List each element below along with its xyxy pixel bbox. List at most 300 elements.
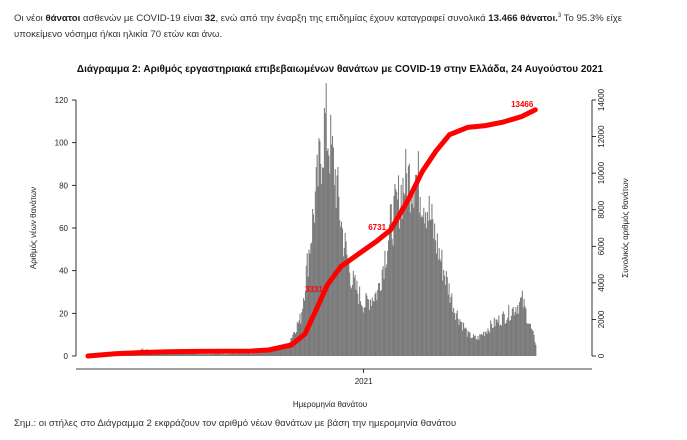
daily-deaths-bar (329, 174, 330, 356)
daily-deaths-bar (412, 204, 413, 356)
daily-deaths-bar (508, 305, 509, 356)
daily-deaths-bar (234, 354, 235, 356)
daily-deaths-bar (222, 354, 223, 356)
daily-deaths-bar (207, 354, 208, 356)
daily-deaths-bar (374, 294, 375, 356)
daily-deaths-bar (493, 328, 494, 356)
y2-tick-label: 8000 (597, 200, 607, 219)
daily-deaths-bar (492, 328, 493, 356)
daily-deaths-bar (215, 354, 216, 356)
daily-deaths-bar (206, 354, 207, 356)
daily-deaths-bar (257, 353, 258, 356)
daily-deaths-bar (233, 354, 234, 356)
daily-deaths-bar (510, 320, 511, 356)
daily-deaths-bar (384, 279, 385, 356)
daily-deaths-bar (379, 283, 380, 356)
daily-deaths-bar (524, 306, 525, 356)
intro-line-2: υποκείμενο νόσημα ή/και ηλικία 70 ετών και άνω. (14, 29, 223, 41)
daily-deaths-bar (232, 354, 233, 356)
daily-deaths-bar (529, 324, 530, 356)
y-tick-label: 100 (54, 138, 68, 148)
daily-deaths-bar (368, 300, 369, 356)
daily-deaths-bar (413, 208, 414, 356)
daily-deaths-bar (419, 213, 420, 356)
daily-deaths-bar (459, 319, 460, 356)
daily-deaths-bar (522, 291, 523, 356)
daily-deaths-bar (399, 228, 400, 356)
daily-deaths-bar (517, 305, 518, 356)
y-axis-title: Αριθμός νέων θανάτων (29, 186, 38, 270)
daily-deaths-bar (353, 271, 354, 356)
y-tick-label: 120 (54, 96, 68, 105)
daily-deaths-bar (229, 354, 230, 356)
daily-deaths-bar (370, 300, 371, 356)
daily-deaths-bar (303, 298, 304, 356)
daily-deaths-bar (198, 354, 199, 356)
y-tick-label: 0 (63, 352, 68, 361)
daily-deaths-bar (346, 241, 347, 356)
daily-deaths-bar (478, 336, 479, 356)
daily-deaths-bar (362, 307, 363, 356)
daily-deaths-bar (485, 332, 486, 356)
daily-deaths-bar (256, 353, 257, 356)
daily-deaths-bar (459, 325, 460, 356)
daily-deaths-bar (338, 197, 339, 356)
daily-deaths-bar (305, 292, 306, 356)
daily-deaths-bar (234, 354, 235, 356)
daily-deaths-bar (469, 332, 470, 356)
daily-deaths-bar (227, 354, 228, 356)
intro-paragraph (14, 8, 674, 43)
daily-deaths-bar (392, 239, 393, 356)
daily-deaths-bar (382, 270, 383, 356)
daily-deaths-bar (190, 354, 191, 356)
daily-deaths-bar (454, 313, 455, 356)
daily-deaths-bar (375, 292, 376, 356)
daily-deaths-bar (247, 354, 248, 356)
daily-deaths-bar (202, 354, 203, 356)
daily-deaths-bar (262, 353, 263, 356)
daily-deaths-bar (410, 213, 411, 356)
daily-deaths-bar (320, 164, 321, 356)
daily-deaths-bar (246, 354, 247, 356)
daily-deaths-bar (503, 311, 504, 356)
daily-deaths-bar (506, 323, 507, 356)
daily-deaths-bar (216, 354, 217, 356)
daily-deaths-bar (398, 175, 399, 356)
daily-deaths-bar (268, 352, 269, 356)
daily-deaths-bar (358, 304, 359, 356)
daily-deaths-bar (424, 224, 425, 356)
daily-deaths-bar (360, 301, 361, 356)
daily-deaths-bar (310, 244, 311, 356)
daily-deaths-bar (356, 290, 357, 356)
daily-deaths-bar (205, 354, 206, 356)
daily-deaths-bar (532, 330, 533, 356)
daily-deaths-bar (336, 208, 337, 356)
daily-deaths-bar (436, 254, 437, 356)
y2-tick-label: 4000 (596, 274, 606, 292)
daily-deaths-bar (258, 353, 259, 356)
daily-deaths-bar (453, 308, 454, 356)
daily-deaths-bar (514, 315, 515, 356)
daily-deaths-bar (330, 115, 331, 356)
daily-deaths-bar (243, 354, 244, 356)
daily-deaths-bar (327, 151, 328, 356)
daily-deaths-bar (530, 324, 531, 356)
daily-deaths-bar (245, 354, 246, 356)
daily-deaths-bar (512, 309, 513, 356)
daily-deaths-bar (501, 326, 502, 356)
daily-deaths-bar (525, 309, 526, 356)
daily-deaths-bar (476, 339, 477, 356)
daily-deaths-bar (341, 222, 342, 356)
daily-deaths-bar (426, 228, 427, 356)
daily-deaths-bar (386, 265, 387, 356)
daily-deaths-bar (511, 316, 512, 356)
daily-deaths-bar (307, 253, 308, 356)
daily-deaths-bar (339, 220, 340, 356)
daily-deaths-bar (506, 320, 507, 356)
daily-deaths-bar (431, 204, 432, 356)
daily-deaths-bar (192, 354, 193, 356)
daily-deaths-bar (225, 354, 226, 356)
daily-deaths-bar (443, 270, 444, 356)
daily-deaths-bar (447, 277, 448, 356)
daily-deaths-bar (534, 335, 535, 356)
daily-deaths-bar (226, 354, 227, 356)
daily-deaths-bar (252, 354, 253, 356)
daily-deaths-bar (345, 233, 346, 356)
daily-deaths-bar (470, 338, 471, 356)
daily-deaths-bar (524, 299, 525, 356)
daily-deaths-bar (496, 319, 497, 356)
daily-deaths-bar (328, 156, 329, 356)
daily-deaths-bar (199, 354, 200, 356)
daily-deaths-bar (480, 335, 481, 356)
daily-deaths-bar (460, 322, 461, 356)
daily-deaths-bar (359, 286, 360, 356)
daily-deaths-bar (435, 240, 436, 356)
x-axis-title: Ημερομηνία θανάτου (292, 400, 368, 409)
daily-deaths-bar (325, 113, 326, 356)
daily-deaths-bar (439, 248, 440, 356)
daily-deaths-bar (456, 313, 457, 356)
intro-text-3: , ενώ από την έναρξη της επιδημίας έχουν καταγραφεί συνολικά (215, 13, 489, 25)
daily-deaths-bar (483, 332, 484, 356)
daily-deaths-bar (209, 354, 210, 356)
daily-deaths-bar (519, 302, 520, 356)
daily-deaths-bar (367, 299, 368, 356)
daily-deaths-bar (337, 175, 338, 356)
daily-deaths-bar (252, 353, 253, 356)
daily-deaths-bar (421, 217, 422, 356)
daily-deaths-bar (322, 167, 323, 356)
daily-deaths-bar (211, 354, 212, 356)
daily-deaths-bar (316, 167, 317, 356)
y-tick-label: 80 (59, 181, 68, 191)
daily-deaths-bar (331, 145, 332, 356)
daily-deaths-bar (457, 310, 458, 356)
daily-deaths-bar (395, 189, 396, 356)
daily-deaths-bar (448, 295, 449, 356)
daily-deaths-bar (446, 271, 447, 356)
daily-deaths-bar (311, 243, 312, 357)
daily-deaths-bar (487, 328, 488, 356)
daily-deaths-bar (474, 336, 475, 356)
footnote-ref[interactable]: 3 (557, 13, 562, 19)
y2-tick-label: 12000 (596, 125, 606, 148)
daily-deaths-bar (481, 334, 482, 356)
daily-deaths-bar (430, 220, 431, 356)
daily-deaths-bar (357, 294, 358, 356)
daily-deaths-bar (500, 325, 501, 357)
daily-deaths-bar (271, 352, 272, 356)
daily-deaths-bar (414, 193, 415, 356)
daily-deaths-bar (346, 255, 347, 356)
daily-deaths-bar (220, 354, 221, 356)
daily-deaths-bar (394, 184, 395, 356)
daily-deaths-bar (449, 303, 450, 356)
daily-deaths-bar (499, 326, 500, 356)
daily-deaths-bar (431, 220, 432, 356)
daily-deaths-bar (468, 331, 469, 356)
daily-deaths-bar (366, 295, 367, 356)
daily-deaths-bar (455, 320, 456, 356)
daily-deaths-bar (224, 354, 225, 356)
daily-deaths-bar (471, 338, 472, 356)
daily-deaths-bar (350, 287, 351, 356)
daily-deaths-bar (402, 219, 403, 356)
daily-deaths-bar (440, 259, 441, 356)
daily-deaths-bar (276, 350, 277, 356)
daily-deaths-bar (466, 329, 467, 356)
daily-deaths-bar (428, 221, 429, 356)
daily-deaths-bar (423, 208, 424, 356)
daily-deaths-bar (427, 212, 428, 356)
daily-deaths-bar (465, 327, 466, 356)
daily-deaths-bar (380, 291, 381, 356)
daily-deaths-bar (484, 336, 485, 356)
daily-deaths-bar (488, 331, 489, 356)
daily-deaths-bar (458, 319, 459, 356)
daily-deaths-bar (489, 333, 490, 356)
daily-deaths-bar (254, 353, 255, 356)
daily-deaths-bar (250, 354, 251, 356)
daily-deaths-bar (372, 298, 373, 356)
daily-deaths-bar (531, 329, 532, 356)
daily-deaths-bar (263, 352, 264, 356)
daily-deaths-bar (479, 334, 480, 356)
daily-deaths-bar (242, 354, 243, 356)
daily-deaths-bar (463, 323, 464, 356)
daily-deaths-bar (334, 185, 335, 356)
daily-deaths-bar (373, 301, 374, 356)
daily-deaths-bar (214, 354, 215, 356)
daily-deaths-bar (356, 281, 357, 356)
daily-deaths-bar (371, 306, 372, 356)
daily-deaths-bar (306, 266, 307, 356)
daily-deaths-bar (231, 354, 232, 356)
chart-note: Σημ.: οι στήλες στο Διάγραμμα 2 εκφράζουν τον αριθμό νέων θανάτων με βάση την ημερομηνία θανάτου (14, 418, 457, 429)
daily-deaths-bar (513, 307, 514, 356)
daily-deaths-bar (355, 275, 356, 356)
intro-text-2: ασθενών με COVID-19 είναι (80, 13, 205, 25)
daily-deaths-bar (218, 354, 219, 356)
daily-deaths-bar (251, 354, 252, 356)
daily-deaths-bar (444, 276, 445, 356)
daily-deaths-bar (467, 337, 468, 356)
daily-deaths-bar (351, 288, 352, 356)
intro-bold-deaths: θάνατοι (45, 13, 81, 25)
daily-deaths-bar (364, 308, 365, 356)
daily-deaths-bar (425, 212, 426, 356)
daily-deaths-bar (248, 353, 249, 356)
daily-deaths-bar (416, 175, 417, 356)
daily-deaths-bar (521, 297, 522, 356)
daily-deaths-bar (411, 196, 412, 356)
daily-deaths-bar (337, 167, 338, 356)
daily-deaths-bar (266, 353, 267, 356)
daily-deaths-bar (523, 308, 524, 356)
daily-deaths-bar (241, 353, 242, 356)
daily-deaths-bar (429, 196, 430, 356)
daily-deaths-bar (347, 259, 348, 356)
daily-deaths-bar (235, 354, 236, 356)
daily-deaths-bar (433, 239, 434, 356)
line-annotation: 13466 (511, 99, 534, 109)
daily-deaths-bar (383, 266, 384, 356)
daily-deaths-bar (438, 260, 439, 356)
daily-deaths-bar (223, 354, 224, 356)
daily-deaths-bar (212, 354, 213, 356)
daily-deaths-bar (249, 354, 250, 356)
daily-deaths-bar (238, 354, 239, 356)
daily-deaths-bar (352, 285, 353, 356)
daily-deaths-bar (365, 293, 366, 356)
daily-deaths-bar (327, 148, 328, 356)
daily-deaths-bar (497, 322, 498, 356)
daily-deaths-bar (422, 217, 423, 356)
deaths-chart (0, 80, 687, 418)
daily-deaths-bar (440, 262, 441, 356)
daily-deaths-bar (326, 83, 327, 356)
daily-deaths-bar (204, 354, 205, 356)
daily-deaths-bar (205, 354, 206, 356)
y2-tick-label: 2000 (597, 310, 607, 329)
daily-deaths-bar (464, 329, 465, 356)
line-annotation: 6731 (368, 222, 387, 232)
daily-deaths-bar (201, 354, 202, 356)
daily-deaths-bar (452, 312, 453, 356)
y2-tick-label: 14000 (597, 88, 606, 112)
intro-text-4: Το 95.3% είχε (561, 13, 623, 25)
daily-deaths-bar (432, 219, 433, 356)
cumulative-deaths-line (88, 110, 535, 356)
daily-deaths-bar (385, 268, 386, 356)
daily-deaths-bar (309, 254, 310, 356)
daily-deaths-bar (369, 310, 370, 356)
daily-deaths-bar (348, 260, 349, 356)
daily-deaths-bar (482, 335, 483, 356)
daily-deaths-bar (526, 323, 527, 356)
intro-bold-count: 32 (204, 13, 216, 25)
daily-deaths-bar (449, 283, 450, 356)
daily-deaths-bar (388, 241, 389, 356)
daily-deaths-bar (400, 208, 401, 356)
daily-deaths-bar (236, 354, 237, 356)
daily-deaths-bar (221, 354, 222, 356)
daily-deaths-bar (404, 195, 405, 356)
daily-deaths-bar (504, 314, 505, 356)
daily-deaths-bar (441, 250, 442, 356)
daily-deaths-bar (230, 354, 231, 356)
daily-deaths-bar (343, 256, 344, 356)
daily-deaths-bar (490, 320, 491, 356)
daily-deaths-bar (412, 189, 413, 356)
daily-deaths-bar (210, 354, 211, 356)
daily-deaths-bar (518, 314, 519, 356)
daily-deaths-bar (384, 251, 385, 356)
daily-deaths-bar (442, 281, 443, 356)
daily-deaths-bar (217, 354, 218, 357)
x-tick-label: 2021 (354, 377, 373, 386)
daily-deaths-bar (196, 354, 197, 356)
daily-deaths-bar (421, 215, 422, 356)
daily-deaths-bar (491, 324, 492, 356)
daily-deaths-bar (403, 193, 404, 356)
daily-deaths-bar (253, 353, 254, 356)
chart-title: Διάγραμμα 2: Αριθμός εργαστηριακά επιβεβαιωμένων θανάτων με COVID-19 στην Ελλάδα, 24 Αυγούστου 2021 (76, 64, 604, 75)
daily-deaths-bar (515, 312, 516, 356)
cumulative-line-group (88, 110, 535, 356)
daily-deaths-bar (378, 283, 379, 356)
daily-deaths-bar (189, 354, 190, 356)
daily-deaths-bar (321, 184, 322, 356)
y-tick-label: 60 (59, 224, 68, 233)
daily-deaths-bar (475, 335, 476, 356)
daily-deaths-bar (495, 326, 496, 356)
daily-deaths-bar (196, 354, 197, 356)
intro-text-1: Οι νέοι (14, 13, 46, 25)
daily-deaths-bar (317, 155, 318, 356)
daily-deaths-bar (437, 233, 438, 356)
daily-deaths-bar (237, 354, 238, 356)
daily-deaths-bar (312, 209, 313, 356)
y2-tick-label: 6000 (596, 237, 606, 256)
daily-deaths-bar (477, 340, 478, 356)
daily-deaths-bar (472, 338, 473, 356)
daily-deaths-bar (509, 321, 510, 356)
daily-deaths-bar (535, 345, 536, 356)
daily-deaths-bar (502, 314, 503, 356)
daily-deaths-bar (389, 224, 390, 356)
daily-deaths-bar (318, 187, 319, 356)
daily-deaths-bar (420, 197, 421, 356)
daily-deaths-bar (445, 285, 446, 356)
daily-deaths-bar (507, 317, 508, 356)
daily-deaths-bar (387, 251, 388, 356)
daily-deaths-bar (434, 224, 435, 356)
daily-deaths-bar (274, 351, 275, 356)
daily-deaths-bar (208, 354, 209, 356)
daily-deaths-bar (528, 324, 529, 356)
daily-deaths-bar (376, 300, 377, 356)
daily-deaths-bar (323, 168, 324, 356)
daily-deaths-bar (407, 205, 408, 356)
y-tick-label: 20 (59, 309, 68, 319)
daily-deaths-bar (243, 354, 244, 356)
